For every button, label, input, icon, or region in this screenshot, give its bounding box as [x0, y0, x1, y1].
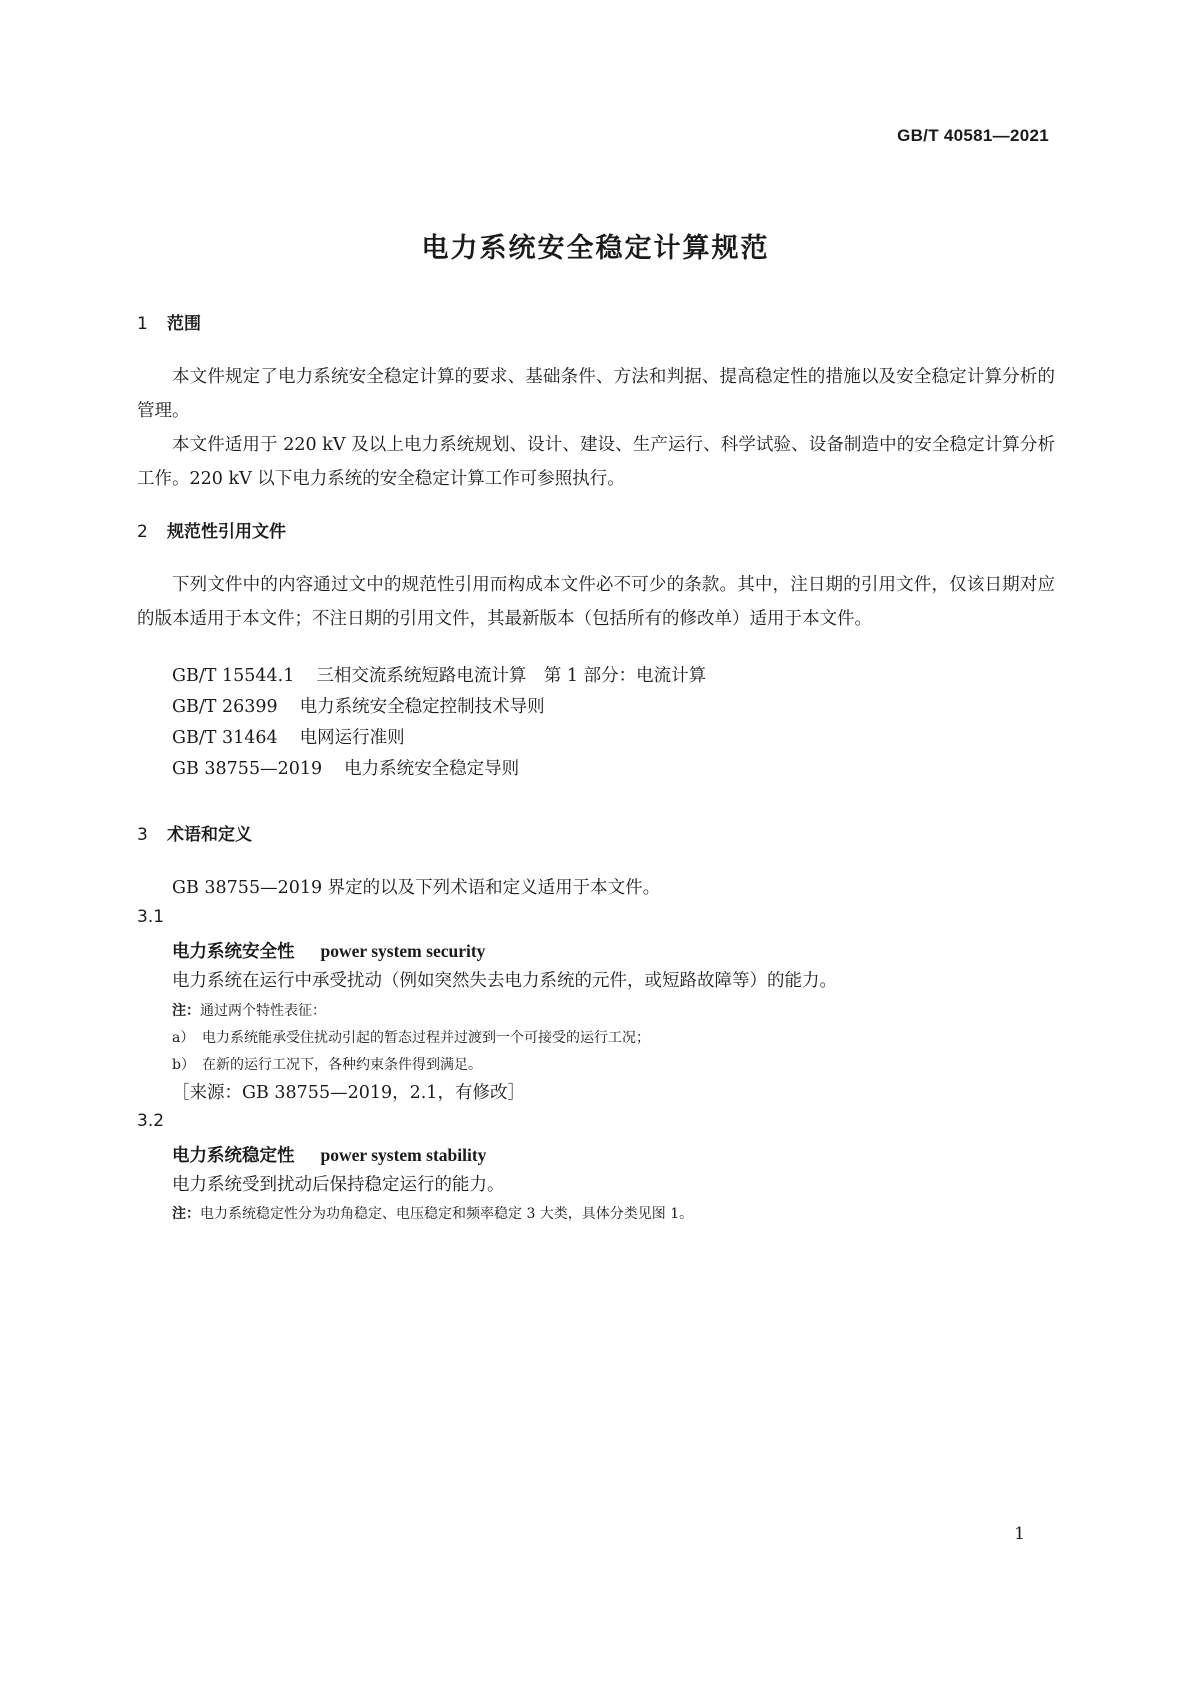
section-title: 术语和定义: [167, 825, 252, 845]
section-title: 规范性引用文件: [167, 522, 286, 542]
reference-item: [172, 753, 519, 785]
document-title: 电力系统安全稳定计算规范: [421, 233, 770, 264]
section-title: 范围: [167, 314, 201, 334]
section-number: 1: [137, 314, 148, 334]
note-list-item: [172, 1054, 482, 1074]
term-source: ［来源：GB 38755—2019，2.1，有修改］: [172, 1083, 525, 1103]
section-number: 2: [137, 522, 148, 542]
standard-number: GB/T 40581—2021: [897, 126, 1049, 145]
reference-title: 三相交流系统短路电流计算 第 1 部分：电流计算: [316, 666, 707, 686]
page-number: 1: [1014, 1524, 1025, 1544]
note-label: 注：: [172, 1003, 200, 1019]
reference-title: 电力系统安全稳定控制技术导则: [299, 697, 545, 717]
term-chinese: 电力系统安全性: [172, 942, 295, 962]
term-entry: [172, 938, 485, 963]
reference-title: 电力系统安全稳定导则: [344, 759, 520, 779]
list-text: 电力系统能承受住扰动引起的暂态过程并过渡到一个可接受的运行工况；: [202, 1030, 650, 1046]
section-number: 3: [137, 825, 148, 845]
list-marker: b）: [172, 1057, 195, 1073]
reference-title: 电网运行准则: [299, 728, 405, 748]
section-2-heading: [137, 517, 286, 542]
reference-code: GB/T 31464: [172, 728, 278, 748]
reference-item: [172, 660, 706, 692]
reference-code: GB 38755—2019: [172, 759, 323, 779]
section-3-intro: GB 38755—2019 界定的以及下列术语和定义适用于本文件。: [172, 878, 661, 898]
section-2-intro: [137, 568, 1055, 636]
note: [172, 1000, 326, 1020]
reference-item: [172, 691, 545, 723]
paragraph: 本文件适用于 220 kV 及以上电力系统规划、设计、建设、生产运行、科学试验、设备制造中的安全稳定计算分析工作。220 kV 以下电力系统的安全稳定计算工作可参照执行。: [137, 435, 1055, 489]
term-chinese: 电力系统稳定性: [172, 1146, 295, 1166]
section-1-heading: [137, 309, 201, 334]
clause-number: 3.1: [137, 907, 165, 927]
note: [172, 1203, 693, 1223]
note-list-item: [172, 1027, 650, 1047]
paragraph: 下列文件中的内容通过文中的规范性引用而构成本文件必不可少的条款。其中，注日期的引用文件，仅该日期对应的版本适用于本文件；不注日期的引用文件，其最新版本（包括所有的修改单）适用于本文件。: [137, 575, 1055, 629]
reference-item: [172, 722, 405, 754]
reference-code: GB/T 15544.1: [172, 666, 295, 686]
section-3-heading: [137, 820, 252, 845]
note-label: 注：: [172, 1206, 200, 1222]
paragraph: 本文件规定了电力系统安全稳定计算的要求、基础条件、方法和判据、提高稳定性的措施以及安全稳定计算分析的管理。: [137, 367, 1055, 421]
term-entry: [172, 1142, 486, 1167]
note-text: 电力系统稳定性分为功角稳定、电压稳定和频率稳定 3 大类，具体分类见图 1。: [200, 1206, 694, 1222]
term-english: power system stability: [320, 1145, 487, 1165]
list-text: 在新的运行工况下，各种约束条件得到满足。: [202, 1057, 482, 1073]
clause-number: 3.2: [137, 1111, 165, 1131]
list-marker: a）: [172, 1030, 195, 1046]
term-definition: 电力系统在运行中承受扰动（例如突然失去电力系统的元件，或短路故障等）的能力。: [172, 971, 837, 991]
note-text: 通过两个特性表征：: [200, 1003, 326, 1019]
reference-code: GB/T 26399: [172, 697, 278, 717]
section-1-body: [137, 360, 1055, 496]
term-definition: 电力系统受到扰动后保持稳定运行的能力。: [172, 1175, 505, 1195]
term-english: power system security: [320, 941, 486, 961]
